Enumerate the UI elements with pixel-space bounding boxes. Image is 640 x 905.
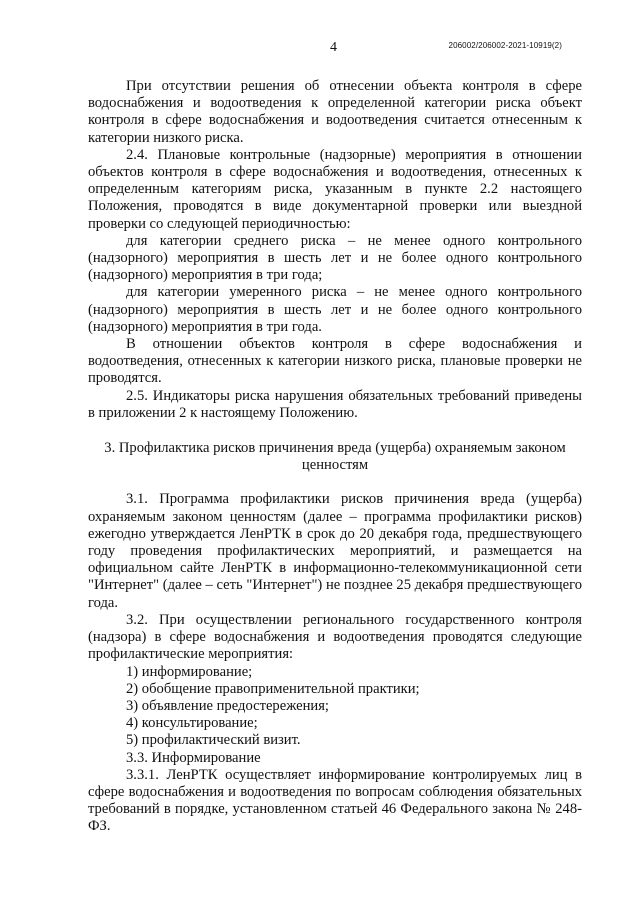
list-item: 3) объявление предостережения; xyxy=(126,697,329,714)
list-item: 5) профилактический визит. xyxy=(126,732,301,749)
paragraph-3-3-1: 3.3.1. ЛенРТК осуществляет информирование контролируемых лиц в сфере водоснабжения и водоотведения по вопросам соблюдения обязательных требований в порядке, установленном статьей 46 Федерального закона № 248-ФЗ. xyxy=(88,766,582,835)
list-item: 4) консультирование; xyxy=(126,715,258,732)
paragraph-medium-risk: для категории среднего риска – не менее одного контрольного (надзорного) мероприятия в шесть лет и не более одного контрольного (надзорного) мероприятия в три года; xyxy=(88,232,582,284)
paragraph-2-4: 2.4. Плановые контрольные (надзорные) мероприятия в отношении объектов контроля в сфере водоснабжения и водоотведения, отнесенных к определенным категориям риска, указанным в пункте 2.2 настоящего Положения, проводятся в виде документарной проверки или выездной проверки со следующей периодичностью: xyxy=(88,146,582,232)
list-item: 2) обобщение правоприменительной практики; xyxy=(126,680,420,697)
list-item: 1) информирование; xyxy=(126,663,253,680)
paragraph-low-risk: В отношении объектов контроля в сфере водоснабжения и водоотведения, отнесенных к категории низкого риска, плановые проверки не проводятся. xyxy=(88,336,582,387)
paragraph-3-1: 3.1. Программа профилактики рисков причинения вреда (ущерба) охраняемым законом ценностям (далее – программа профилактики рисков) ежегодно утверждается ЛенРТК в срок до 20 декабря года, предшествующего году проведения профилактических мероприятий, и размещается на официальном сайте ЛенРТК в информационно-телекоммуникационной сети "Интернет" (далее – сеть "Интернет") не позднее 25 декабря предшествующего года. xyxy=(88,491,582,611)
section-heading: 3. Профилактика рисков причинения вреда (ущерба) охраняемым законом ценностям xyxy=(104,440,566,474)
paragraph-3-2: 3.2. При осуществлении регионального государственного контроля (надзора) в сфере водоснабжения и водоотведения проводятся следующие профилактические мероприятия: xyxy=(88,611,582,663)
paragraph-3-3: 3.3. Информирование xyxy=(126,749,261,766)
document-body xyxy=(88,78,582,836)
paragraph-moderate-risk: для категории умеренного риска – не менее одного контрольного (надзорного) мероприятия в шесть лет и не более одного контрольного (надзорного) мероприятия в три года. xyxy=(88,284,582,335)
paragraph: При отсутствии решения об отнесении объекта контроля в сфере водоснабжения и водоотведения к определенной категории риска объект контроля в сфере водоснабжения и водоотведения считается отнесенным к категории низкого риска. xyxy=(88,78,582,146)
paragraph-2-5: 2.5. Индикаторы риска нарушения обязательных требований приведены в приложении 2 к настоящему Положению. xyxy=(88,387,582,421)
document-id: 206002/206002-2021-10919(2) xyxy=(448,41,562,50)
page-number: 4 xyxy=(330,40,337,55)
